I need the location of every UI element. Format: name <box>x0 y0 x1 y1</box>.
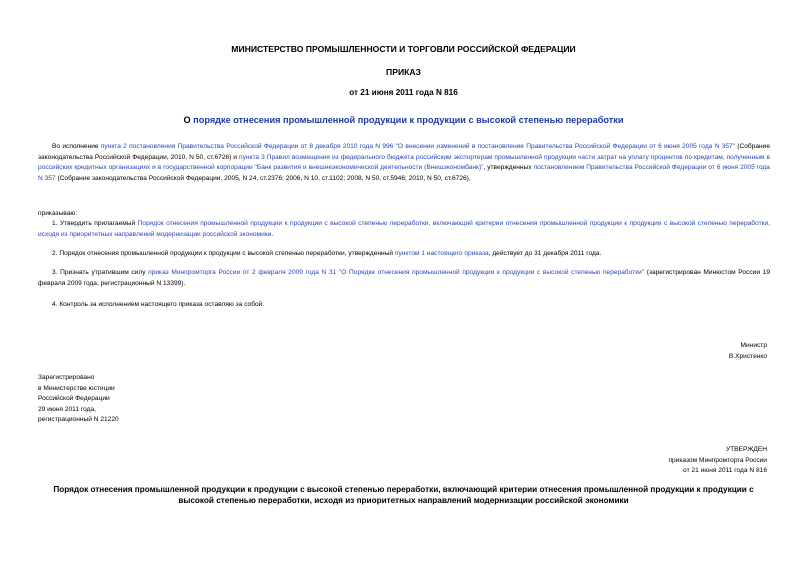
order-word: приказываю: <box>38 210 78 217</box>
item-2-link-point-1[interactable]: пунктом 1 настоящего приказа <box>394 250 489 257</box>
signature-position: Министр <box>740 342 767 349</box>
item-2-paragraph <box>38 249 770 260</box>
registration-line: регистрационный N 21220 <box>38 416 119 424</box>
annex-title: Порядок отнесения промышленной продукции к продукции с высокой степенью переработки, включающий критерии отнесения промышленной продукции к продукции с высокой степенью переработки, исходя из приоритетных направлений модернизации российской экономики <box>53 485 754 505</box>
item-1-text-2: . <box>271 230 274 238</box>
registration-block <box>38 373 119 426</box>
approval-block <box>547 445 767 477</box>
approval-line: УТВЕРЖДЕН <box>725 446 767 453</box>
ministry-heading: МИНИСТЕРСТВО ПРОМЫШЛЕННОСТИ И ТОРГОВЛИ РОССИЙСКОЙ ФЕДЕРАЦИИ <box>231 44 576 54</box>
item-3-text-2: (зарегистрирован Минюстом России 19 февраля 2009 года, регистрационный N 13399). <box>38 269 770 287</box>
doc-type-heading: ПРИКАЗ <box>386 67 421 77</box>
preamble-text-1: Во исполнение <box>52 143 101 150</box>
signature-name: В.Христенко <box>728 352 767 360</box>
doc-title-link[interactable]: порядке отнесения промышленной продукции к продукции с высокой степенью переработки <box>193 115 624 125</box>
doc-title-prefix: О <box>183 115 194 125</box>
item-4-paragraph: 4. Контроль за исполнением настоящего приказа оставляю за собой. <box>52 301 265 308</box>
approval-line: приказом Минпромторга России <box>668 456 767 464</box>
preamble-text-3: , утвержденных <box>483 164 534 172</box>
item-1-text-1: 1. Утвердить прилагаемый <box>52 220 138 227</box>
signature-block <box>567 341 767 362</box>
item-2-text-2: , действует до 31 декабря 2011 года. <box>488 250 602 257</box>
item-3-link-order-31[interactable]: приказ Минпромторга России от 2 февраля 2009 года N 31 "О Порядке отнесения промышленной продукции к продукции с высокой степенью переработки" <box>148 269 645 276</box>
item-1-link-procedure[interactable]: Порядок отнесения промышленной продукции к продукции с высокой степенью переработки, включающий критерии отнесения промышленной продукции к продукции с высокой степенью переработки, исходя из приоритетных направлений модернизации российской экономики <box>38 220 770 238</box>
doc-title <box>0 115 807 125</box>
preamble-link-resolution-357[interactable]: постановлением Правительства Российской Федерации от 6 июня 2005 года N 357 <box>38 164 770 182</box>
preamble-link-resolution-996[interactable]: пункта 2 постановления Правительства Российской Федерации от 8 декабря 2010 года N 996 "О внесении изменений в постановление Правительства Российской Федерации от 6 июня 2005 года N 357" <box>100 143 735 150</box>
item-3-text-1: 3. Признать утратившим силу <box>52 269 149 276</box>
registration-line: Российской Федерации <box>38 395 110 403</box>
registration-line: Зарегистрировано <box>38 374 95 381</box>
item-3-paragraph <box>38 268 770 289</box>
item-2-text-1: 2. Порядок отнесения промышленной продукции к продукции с высокой степенью переработки, утвержденный <box>52 250 395 257</box>
doc-date-number: от 21 июня 2011 года N 816 <box>349 88 458 97</box>
registration-line: 29 июня 2011 года, <box>38 405 96 413</box>
preamble-link-rules-point-3[interactable]: пункта 3 Правил возмещения из федерального бюджета российским экспортерам промышленной продукции части затрат на уплату процентов по кредитам, полученным в российских кредитных организациях и в государственной корпорации "Банк развития и внешнеэкономической деятельности (Внешэкономбанк)" <box>38 153 770 172</box>
preamble-text-4: (Собрание законодательства Российской Федерации, 2005, N 24, ст.2376; 2006, N 10, ст.1102; 2008, N 50, ст.5946; 2010, N 50, ст.6726), <box>55 174 471 182</box>
preamble-text-2: (Собрание законодательства Российской Федерации, 2010, N 50, ст.6726) и <box>38 143 770 161</box>
preamble-paragraph <box>38 142 770 184</box>
approval-line: от 21 июня 2011 года N 816 <box>683 467 767 475</box>
registration-line: в Министерстве юстиции <box>38 384 115 392</box>
item-1-paragraph <box>38 219 770 240</box>
